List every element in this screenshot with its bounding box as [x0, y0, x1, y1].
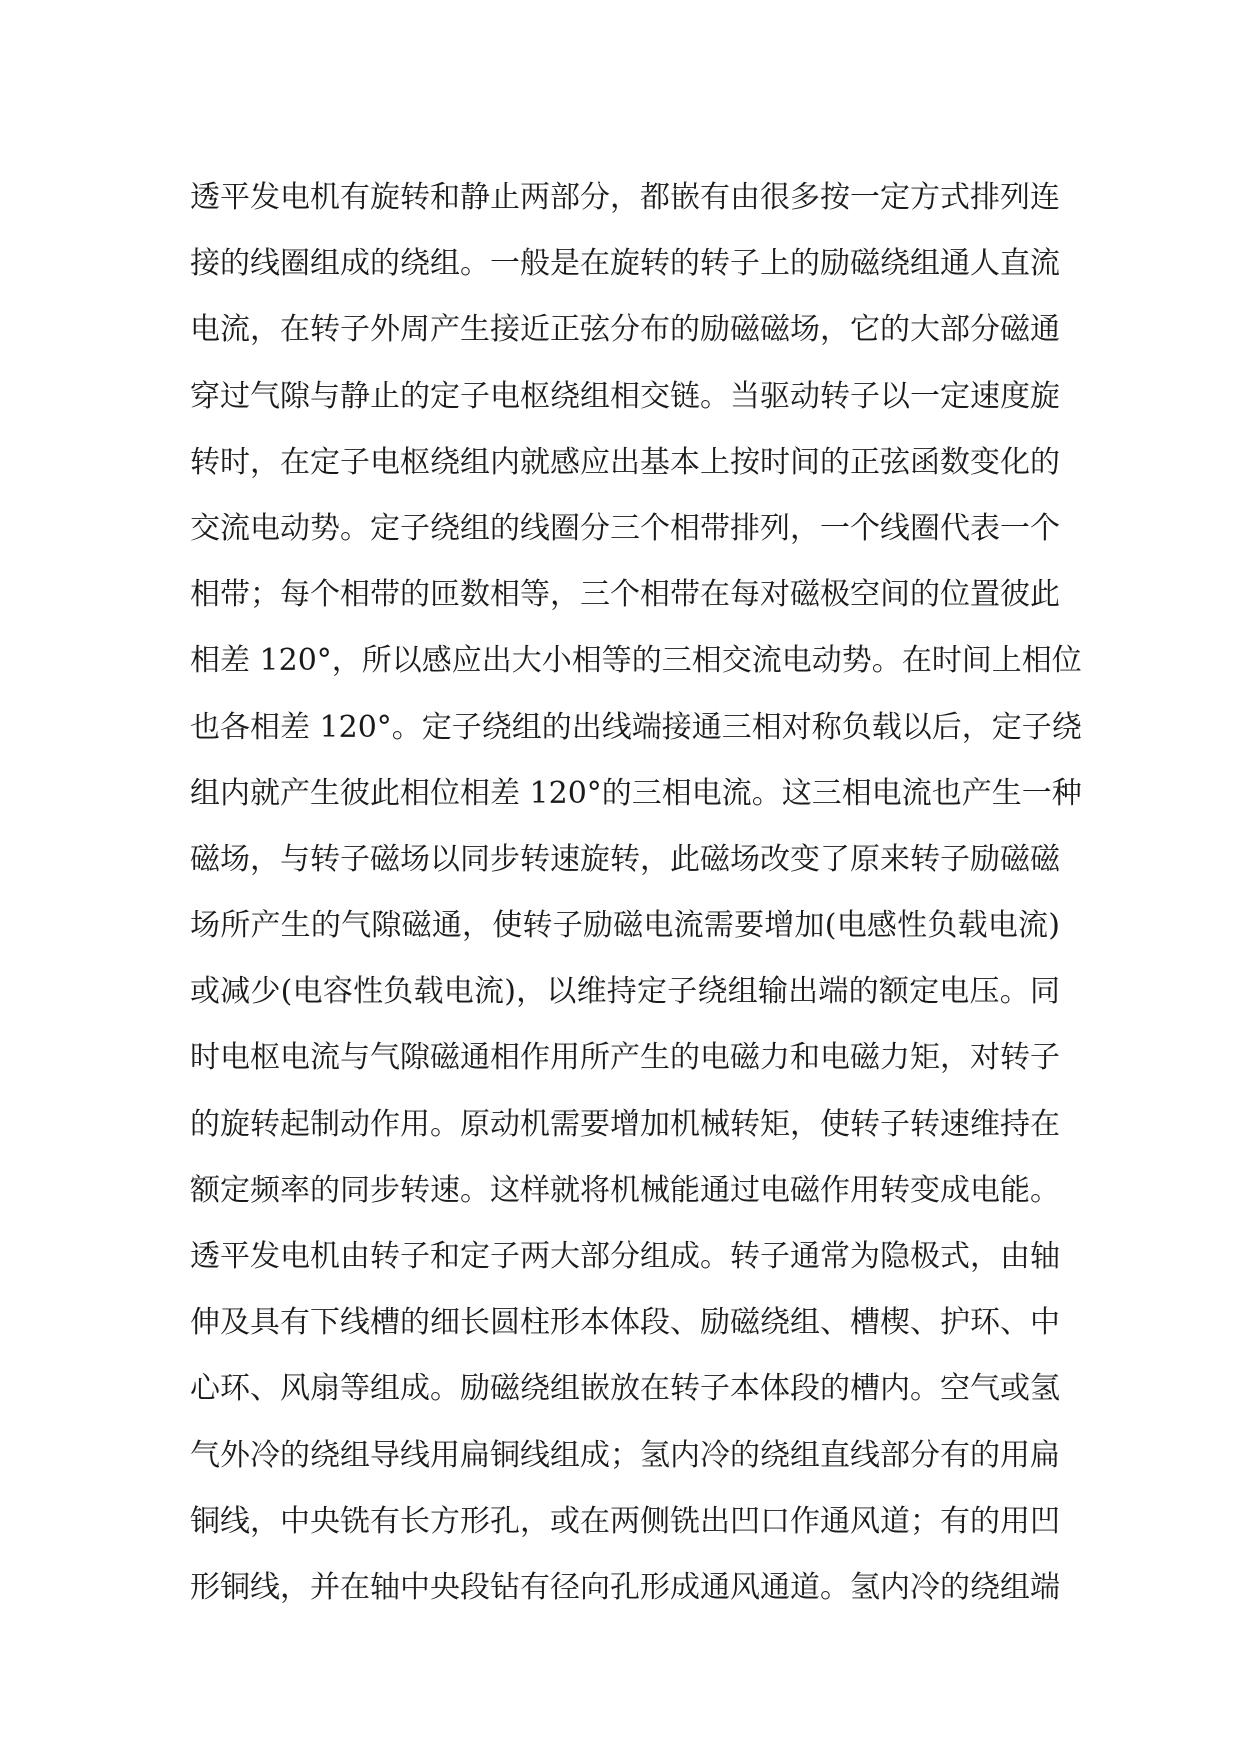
text-line: 穿过气隙与静止的定子电枢绕组相交链。当驱动转子以一定速度旋 [190, 378, 1060, 414]
text-line: 伸及具有下线槽的细长圆柱形本体段、励磁绕组、槽楔、护环、中 [190, 1305, 1060, 1341]
text-line: 透平发电机由转子和定子两大部分组成。转子通常为隐极式，由轴 [190, 1239, 1060, 1274]
text-line: 电流，在转子外周产生接近正弦分布的励磁磁场，它的大部分磁通 [190, 312, 1060, 348]
text-line: 接的线圈组成的绕组。一般是在旋转的转子上的励磁绕组通人直流 [190, 246, 1060, 282]
text-line: 交流电动势。定子绕组的线圈分三个相带排列，一个线圈代表一个 [190, 510, 1060, 546]
text-line: 心环、风扇等组成。励磁绕组嵌放在转子本体段的槽内。空气或氢 [190, 1371, 1060, 1407]
text-line: 气外冷的绕组导线用扁铜线组成；氢内冷的绕组直线部分有的用扁 [190, 1437, 1060, 1473]
text-line: 透平发电机有旋转和静止两部分，都嵌有由很多按一定方式排列连 [190, 180, 1060, 215]
text-line: 场所产生的气隙磁通，使转子励磁电流需要增加(电感性负载电流) [190, 908, 1060, 944]
text-line: 形铜线，并在轴中央段钻有径向孔形成通风通道。氢内冷的绕组端 [190, 1569, 1060, 1605]
text-line: 磁场，与转子磁场以同步转速旋转，此磁场改变了原来转子励磁磁 [190, 841, 1060, 877]
text-line: 铜线，中央铣有长方形孔，或在两侧铣出凹口作通风道；有的用凹 [190, 1503, 1060, 1539]
text-line: 额定频率的同步转速。这样就将机械能通过电磁作用转变成电能。 [190, 1172, 1060, 1208]
text-line: 组内就产生彼此相位相差 120°的三相电流。这三相电流也产生一种 [190, 775, 1082, 811]
text-line: 的旋转起制动作用。原动机需要增加机械转矩，使转子转速维持在 [190, 1106, 1060, 1142]
text-line: 也各相差 120°。定子绕组的出线端接通三相对称负载以后，定子绕 [190, 709, 1082, 745]
text-line: 转时，在定子电枢绕组内就感应出基本上按时间的正弦函数变化的 [190, 444, 1060, 480]
text-line: 相差 120°，所以感应出大小相等的三相交流电动势。在时间上相位 [190, 643, 1082, 679]
body-text [190, 165, 1082, 1621]
text-line: 或减少(电容性负载电流)，以维持定子绕组输出端的额定电压。同 [190, 974, 1060, 1010]
text-line: 时电枢电流与气隙磁通相作用所产生的电磁力和电磁力矩，对转子 [190, 1040, 1060, 1076]
text-line: 相带；每个相带的匝数相等，三个相带在每对磁极空间的位置彼此 [190, 577, 1060, 613]
